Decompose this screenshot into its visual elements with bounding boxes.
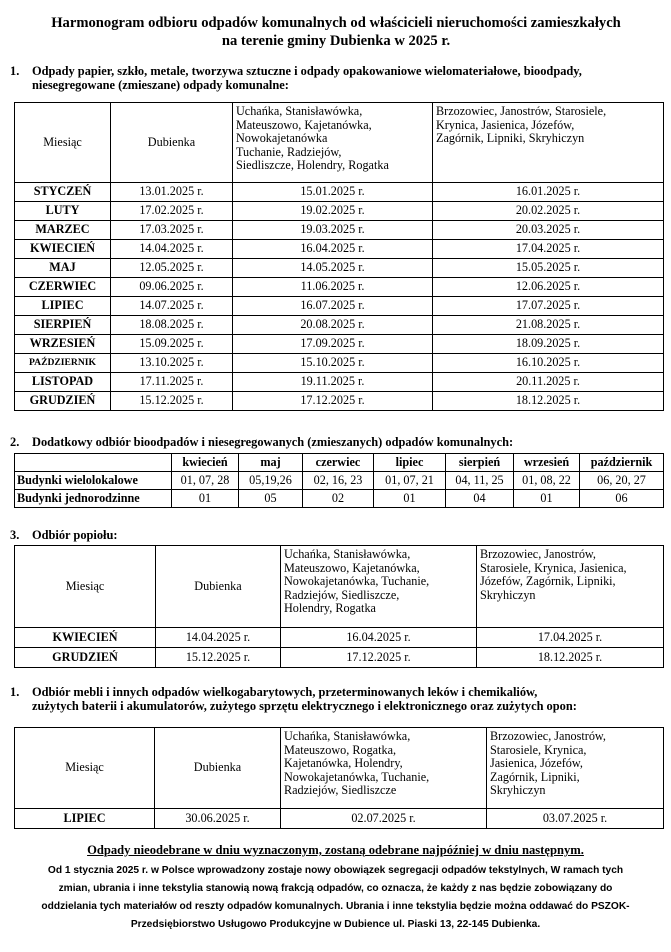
- village-line: Zagórnik, Lipniki,: [490, 769, 580, 784]
- village-line: Uchańka, Stanisławówka,: [236, 104, 363, 118]
- date-cell: 18.12.2025 r.: [477, 648, 664, 668]
- date-cell: 17.12.2025 r.: [233, 392, 433, 411]
- date-cell: 16.04.2025 r.: [281, 628, 477, 648]
- month-cell: LISTOPAD: [15, 373, 111, 392]
- table-row: [15, 648, 664, 668]
- section-1-heading-line-1: Odpady papier, szkło, metale, tworzywa sztuczne i odpady opakowaniowe wielomateriałowe, bioodpady,: [32, 64, 582, 78]
- date-cell: 03.07.2025 r.: [487, 809, 664, 829]
- date-cell: 17.04.2025 r.: [477, 628, 664, 648]
- section-3-number: 3.: [10, 528, 20, 542]
- month-header: czerwiec: [303, 454, 374, 472]
- village-line: Mateuszowo, Rogatka,: [284, 742, 397, 757]
- section-2-header-row: [15, 454, 664, 472]
- table-row: [15, 316, 664, 335]
- header-dubienka: Dubienka: [156, 546, 281, 628]
- section-4-number: 1.: [10, 685, 20, 699]
- month-header: maj: [239, 454, 303, 472]
- section-2-heading: [10, 435, 660, 449]
- day-cell: 02: [303, 490, 374, 508]
- day-cell: 01: [374, 490, 446, 508]
- section-3-header-row: [15, 546, 664, 628]
- village-line: Kajetanówka, Holendry,: [284, 756, 403, 771]
- section-3-heading: [10, 528, 660, 542]
- table-row: [15, 335, 664, 354]
- header-dubienka: Dubienka: [111, 103, 233, 183]
- month-header: sierpień: [446, 454, 514, 472]
- section-1-heading-line-2: niesegregowane (zmieszane) odpady komunalne:: [32, 78, 289, 92]
- document-title: [6, 14, 666, 50]
- village-line: Skryhiczyn: [490, 783, 546, 798]
- month-cell: SIERPIEŃ: [15, 316, 111, 335]
- month-cell: MAJ: [15, 259, 111, 278]
- date-cell: 20.08.2025 r.: [233, 316, 433, 335]
- header-villages-b: [433, 103, 664, 183]
- village-line: Jasienica, Józefów,: [490, 756, 583, 771]
- date-cell: 17.09.2025 r.: [233, 335, 433, 354]
- header-month: Miesiąc: [15, 728, 155, 809]
- date-cell: 20.02.2025 r.: [433, 202, 664, 221]
- day-cell: 01, 08, 22: [514, 472, 580, 490]
- date-cell: 15.12.2025 r.: [156, 648, 281, 668]
- header-month: Miesiąc: [15, 103, 111, 183]
- date-cell: 09.06.2025 r.: [111, 278, 233, 297]
- title-line-1: Harmonogram odbioru odpadów komunalnych od właścicieli nieruchomości zamieszkałych: [51, 15, 621, 31]
- village-line: Starosiele, Krynica, Jasienica,: [480, 560, 627, 575]
- village-line: Brzozowiec, Janostrów, Starosiele,: [436, 104, 607, 118]
- village-line: Zagórnik, Lipniki, Skryhiczyn: [436, 131, 585, 146]
- table-row: [15, 373, 664, 392]
- footer-note-line: oddzielania tych materiałów od reszty odpadów komunalnych. Ubrania i inne tekstylia będzie można oddawać do PSZOK-: [41, 901, 630, 912]
- building-type-label: Budynki wielolokalowe: [15, 472, 172, 490]
- village-line: Radziejów, Siedliszcze,: [284, 587, 400, 602]
- month-header: kwiecień: [172, 454, 239, 472]
- table-row: [15, 490, 664, 508]
- month-cell: STYCZEŃ: [15, 183, 111, 202]
- month-header: październik: [580, 454, 664, 472]
- day-cell: 06: [580, 490, 664, 508]
- date-cell: 11.06.2025 r.: [233, 278, 433, 297]
- date-cell: 17.03.2025 r.: [111, 221, 233, 240]
- day-cell: 02, 16, 23: [303, 472, 374, 490]
- village-line: Mateuszowo, Kajetanówka,: [284, 560, 420, 575]
- date-cell: 13.10.2025 r.: [111, 354, 233, 373]
- day-cell: 06, 20, 27: [580, 472, 664, 490]
- date-cell: 18.09.2025 r.: [433, 335, 664, 354]
- section-4-header-row: [15, 728, 664, 809]
- village-line: Starosiele, Krynica,: [490, 742, 587, 757]
- footer-note-line: Przedsiębiorstwo Usługowo Produkcyjne w Dubience ul. Piaski 13, 22-145 Dubienka.: [130, 919, 541, 930]
- month-cell: MARZEC: [15, 221, 111, 240]
- header-villages-a: [281, 728, 487, 809]
- date-cell: 30.06.2025 r.: [155, 809, 281, 829]
- date-cell: 14.07.2025 r.: [111, 297, 233, 316]
- footer-note-line: zmian, ubrania i inne tekstylia stanowią nową frakcją odpadów, co oznacza, że każdy z nas będzie zobowiązany do: [58, 883, 613, 894]
- section-1-heading: [10, 64, 660, 92]
- footer-notice: Odpady nieodebrane w dniu wyznaczonym, zostaną odebrane najpóźniej w dniu następnym.: [87, 843, 584, 857]
- table-row: [15, 278, 664, 297]
- section-4-heading-line-2: zużytych baterii i akumulatorów, zużytego sprzętu elektrycznego i elektronicznego oraz zużytych opon:: [32, 699, 577, 713]
- month-cell: GRUDZIEŃ: [15, 392, 111, 411]
- date-cell: 15.01.2025 r.: [233, 183, 433, 202]
- table-row: [15, 297, 664, 316]
- village-line: Skryhiczyn: [480, 587, 536, 602]
- date-cell: 15.05.2025 r.: [433, 259, 664, 278]
- date-cell: 18.12.2025 r.: [433, 392, 664, 411]
- table-row: [15, 183, 664, 202]
- section-1-header-row: [15, 103, 664, 183]
- month-cell: KWIECIEŃ: [15, 628, 156, 648]
- table-row: [15, 202, 664, 221]
- footer-textile-note: [10, 862, 661, 934]
- date-cell: 18.08.2025 r.: [111, 316, 233, 335]
- date-cell: 21.08.2025 r.: [433, 316, 664, 335]
- header-villages-b: [487, 728, 664, 809]
- building-type-label: Budynki jednorodzinne: [15, 490, 172, 508]
- date-cell: 12.05.2025 r.: [111, 259, 233, 278]
- section-3-table: [14, 545, 664, 668]
- date-cell: 12.06.2025 r.: [433, 278, 664, 297]
- month-cell: WRZESIEŃ: [15, 335, 111, 354]
- table-row: [15, 221, 664, 240]
- day-cell: 05,19,26: [239, 472, 303, 490]
- date-cell: 17.02.2025 r.: [111, 202, 233, 221]
- table-row: [15, 354, 664, 373]
- date-cell: 16.01.2025 r.: [433, 183, 664, 202]
- table-row: [15, 809, 664, 829]
- header-villages-a: [233, 103, 433, 183]
- section-2-heading-text: Dodatkowy odbiór bioodpadów i niesegregowanych (zmieszanych) odpadów komunalnych:: [32, 435, 514, 449]
- village-line: Nowokajetanówka, Tuchanie,: [284, 574, 430, 589]
- date-cell: 13.01.2025 r.: [111, 183, 233, 202]
- day-cell: 04: [446, 490, 514, 508]
- date-cell: 15.12.2025 r.: [111, 392, 233, 411]
- month-cell: CZERWIEC: [15, 278, 111, 297]
- month-cell: PAŹDZIERNIK: [15, 354, 111, 373]
- month-cell: LIPIEC: [15, 297, 111, 316]
- village-line: Nowokajetanówka, Tuchanie,: [284, 769, 430, 784]
- village-line: Brzozowiec, Janostrów,: [480, 547, 596, 561]
- month-cell: LUTY: [15, 202, 111, 221]
- date-cell: 20.11.2025 r.: [433, 373, 664, 392]
- date-cell: 19.03.2025 r.: [233, 221, 433, 240]
- date-cell: 17.11.2025 r.: [111, 373, 233, 392]
- header-dubienka: Dubienka: [155, 728, 281, 809]
- month-cell: LIPIEC: [15, 809, 155, 829]
- village-line: Uchańka, Stanisławówka,: [284, 729, 411, 743]
- date-cell: 16.10.2025 r.: [433, 354, 664, 373]
- date-cell: 16.07.2025 r.: [233, 297, 433, 316]
- date-cell: 15.09.2025 r.: [111, 335, 233, 354]
- header-month: Miesiąc: [15, 546, 156, 628]
- village-line: Holendry, Rogatka: [284, 601, 376, 616]
- section-4-table: [14, 727, 664, 829]
- date-cell: 19.11.2025 r.: [233, 373, 433, 392]
- header-villages-a: [281, 546, 477, 628]
- village-line: Mateuszowo, Kajetanówka,: [236, 117, 372, 132]
- village-line: Brzozowiec, Janostrów,: [490, 729, 606, 743]
- village-line: Siedliszcze, Holendry, Rogatka: [236, 158, 389, 173]
- date-cell: 19.02.2025 r.: [233, 202, 433, 221]
- header-villages-b: [477, 546, 664, 628]
- section-1-table: [14, 102, 664, 411]
- table-row: [15, 259, 664, 278]
- date-cell: 15.10.2025 r.: [233, 354, 433, 373]
- village-line: Radziejów, Siedliszcze: [284, 783, 397, 798]
- date-cell: 02.07.2025 r.: [281, 809, 487, 829]
- day-cell: 05: [239, 490, 303, 508]
- village-line: Tuchanie, Radziejów,: [236, 144, 342, 159]
- title-line-2: na terenie gminy Dubienka w 2025 r.: [221, 33, 451, 49]
- village-line: Krynica, Jasienica, Józefów,: [436, 117, 575, 132]
- date-cell: 17.12.2025 r.: [281, 648, 477, 668]
- date-cell: 16.04.2025 r.: [233, 240, 433, 259]
- date-cell: 17.04.2025 r.: [433, 240, 664, 259]
- village-line: Uchańka, Stanisławówka,: [284, 547, 411, 561]
- table-row: [15, 240, 664, 259]
- section-1-number: 1.: [10, 64, 20, 78]
- empty-header-cell: [15, 454, 172, 472]
- section-4-heading: [10, 685, 665, 713]
- month-cell: GRUDZIEŃ: [15, 648, 156, 668]
- table-row: [15, 628, 664, 648]
- section-2-number: 2.: [10, 435, 20, 449]
- day-cell: 01: [172, 490, 239, 508]
- village-line: Nowokajetanówka: [236, 131, 328, 146]
- day-cell: 04, 11, 25: [446, 472, 514, 490]
- table-row: [15, 472, 664, 490]
- footer-note-line: Od 1 stycznia 2025 r. w Polsce wprowadzony zostaje nowy obowiązek segregacji odpadów tekstylnych, W ramach tych: [47, 865, 624, 876]
- day-cell: 01, 07, 21: [374, 472, 446, 490]
- date-cell: 17.07.2025 r.: [433, 297, 664, 316]
- month-header: wrzesień: [514, 454, 580, 472]
- month-header: lipiec: [374, 454, 446, 472]
- month-cell: KWIECIEŃ: [15, 240, 111, 259]
- day-cell: 01: [514, 490, 580, 508]
- date-cell: 20.03.2025 r.: [433, 221, 664, 240]
- date-cell: 14.05.2025 r.: [233, 259, 433, 278]
- date-cell: 14.04.2025 r.: [111, 240, 233, 259]
- village-line: Józefów, Zagórnik, Lipniki,: [480, 574, 616, 589]
- section-4-heading-line-1: Odbiór mebli i innych odpadów wielkogabarytowych, przeterminowanych leków i chemikaliów,: [32, 685, 538, 699]
- date-cell: 14.04.2025 r.: [156, 628, 281, 648]
- section-2-table: [14, 453, 664, 508]
- section-3-heading-text: Odbiór popiołu:: [32, 528, 118, 542]
- day-cell: 01, 07, 28: [172, 472, 239, 490]
- table-row: [15, 392, 664, 411]
